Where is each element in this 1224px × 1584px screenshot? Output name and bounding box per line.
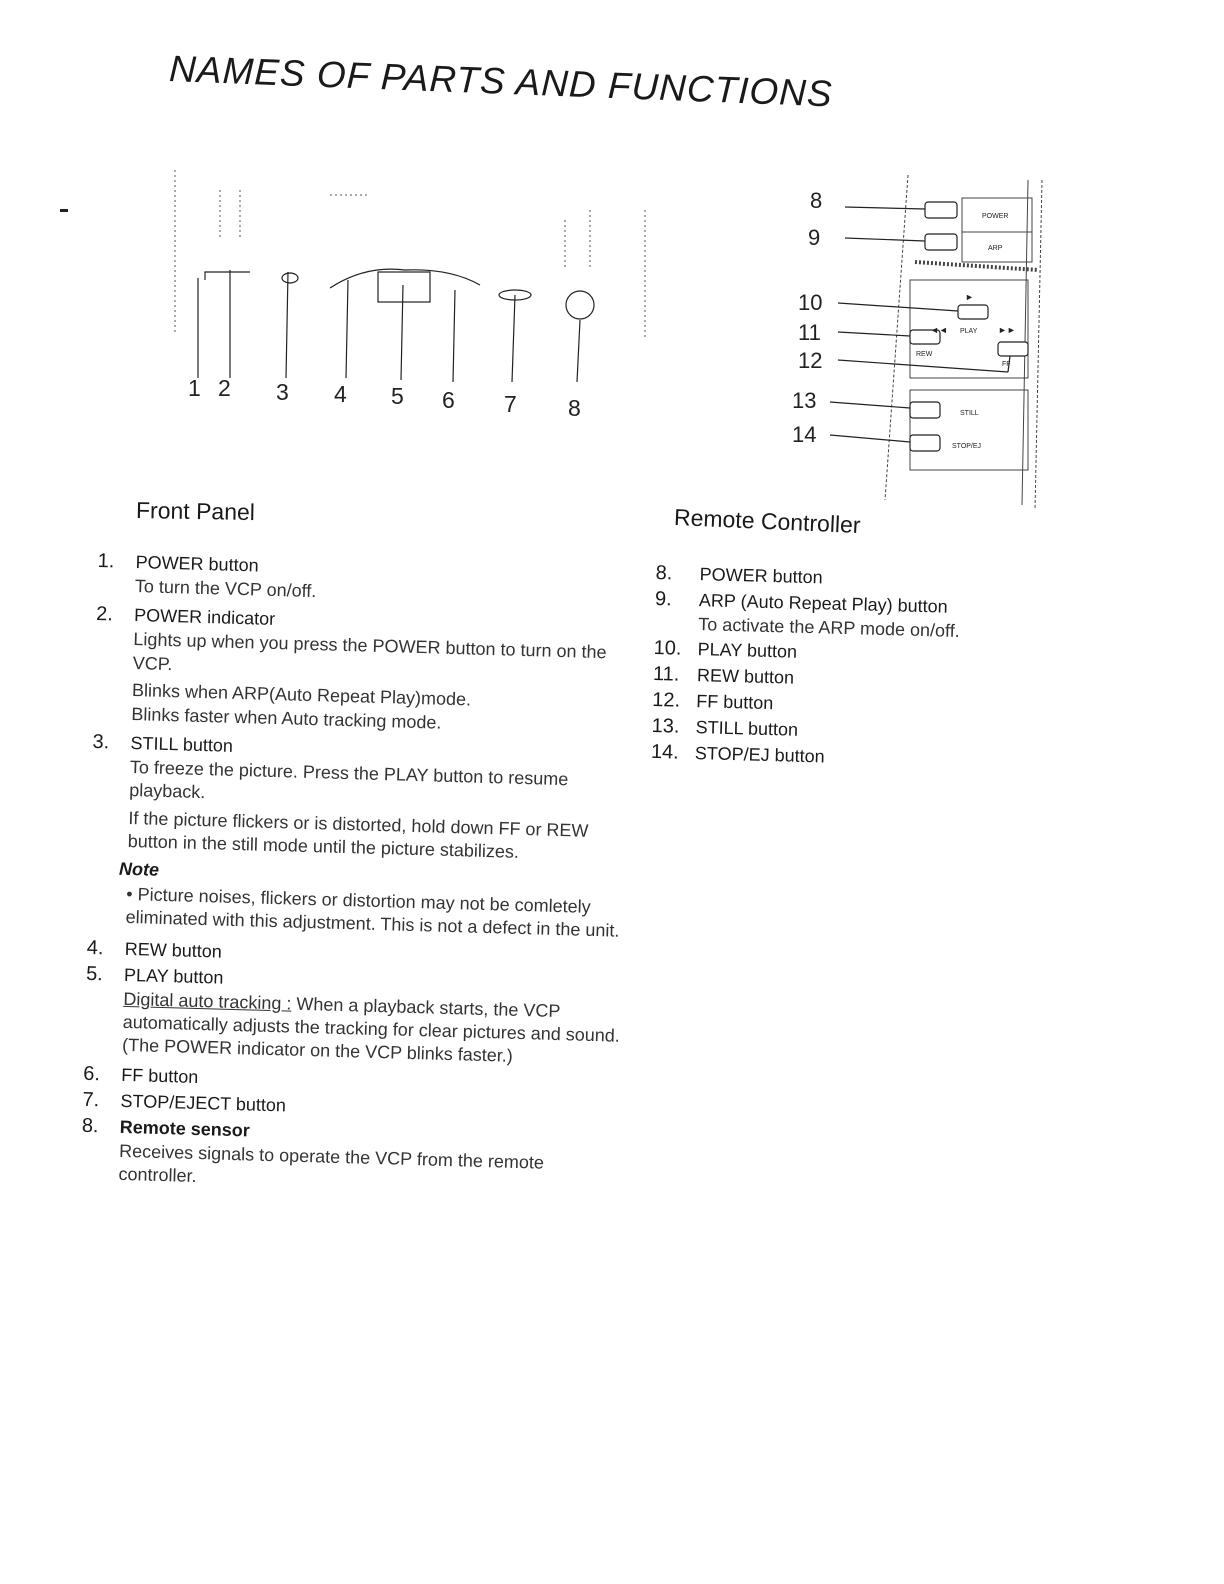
item-desc: To activate the ARP mode on/off.: [698, 614, 961, 641]
remote-label-arp: ARP: [988, 245, 1003, 252]
front-callout-3: 3: [276, 379, 289, 405]
item-desc: Lights up when you press the POWER button to turn on the VCP.: [132, 629, 607, 674]
digital-auto-tracking-label: Digital auto tracking :: [123, 988, 292, 1014]
item-number: 7.: [82, 1088, 100, 1112]
item-label: REW button: [124, 938, 223, 962]
item-label: POWER indicator: [133, 605, 276, 630]
remote-list: [651, 560, 1056, 776]
ff-arrow-icon: ►►: [998, 325, 1016, 335]
front-callout-2: 2: [218, 375, 231, 401]
item-label: STILL button: [130, 732, 234, 756]
item-number: 6.: [83, 1062, 101, 1086]
item-number: 3.: [92, 730, 110, 754]
item-number: 8.: [81, 1114, 99, 1138]
list-item: [84, 961, 626, 1072]
item-desc: Blinks when ARP(Auto Repeat Play)mode.: [131, 680, 472, 710]
front-callout-4: 4: [334, 381, 347, 407]
note-heading: Note: [118, 858, 160, 880]
item-label: STOP/EJ button: [694, 743, 825, 767]
item-desc: Receives signals to operate the VCP from the remote controller.: [118, 1140, 545, 1187]
item-label: REW button: [696, 665, 795, 689]
remote-callout-13: 13: [792, 388, 817, 413]
item-number: 4.: [86, 936, 104, 959]
note-bullet: • Picture noises, flickers or distortion may not be comletely eliminated with this adjustment. This is not a defect in the unit.: [125, 883, 620, 942]
front-panel-heading: Front Panel: [135, 496, 256, 526]
remote-callout-11: 11: [798, 320, 821, 345]
item-label: Remote sensor: [119, 1116, 251, 1141]
page-title: NAMES OF PARTS AND FUNCTIONS: [168, 48, 834, 115]
front-panel-list: [80, 548, 638, 1204]
margin-mark: [60, 209, 68, 212]
item-number: 1.: [97, 549, 115, 573]
remote-callout-8: 8: [810, 188, 823, 213]
remote-label-power: POWER: [982, 213, 1009, 220]
remote-label-rew: REW: [916, 351, 933, 358]
item-desc: To turn the VCP on/off.: [134, 576, 317, 602]
item-label: ARP (Auto Repeat Play) button: [698, 590, 948, 617]
remote-callout-10: 10: [798, 290, 823, 315]
front-callout-8: 8: [568, 395, 581, 421]
list-item: [80, 1113, 622, 1201]
item-number: 12.: [652, 689, 681, 713]
item-number: 11.: [652, 663, 680, 687]
item-label: STILL button: [695, 717, 799, 741]
remote-callout-14: 14: [792, 422, 817, 447]
item-number: 13.: [651, 715, 680, 739]
front-callout-7: 7: [504, 391, 517, 417]
list-item: [93, 601, 636, 740]
remote-diagram: [790, 150, 1050, 515]
item-label: FF button: [696, 691, 774, 714]
item-label: POWER button: [135, 552, 259, 576]
item-desc: Digital auto tracking : When a playback starts, the VCP automatically adjusts the tracking for clear pictures and sound.(The POWER indicator on the VCP blinks faster.): [121, 988, 621, 1067]
remote-label-ff: FF: [1002, 361, 1011, 368]
item-number: 10.: [653, 637, 682, 661]
remote-label-stop: STOP/EJ: [952, 443, 982, 450]
play-arrow-icon: ►: [965, 292, 974, 302]
item-label: STOP/EJECT button: [120, 1090, 287, 1116]
item-label: PLAY button: [123, 964, 224, 988]
item-number: 2.: [95, 603, 114, 626]
item-label: FF button: [121, 1064, 199, 1087]
item-desc: Blinks faster when Auto tracking mode.: [131, 703, 442, 733]
item-number: 5.: [85, 962, 104, 985]
item-label: PLAY button: [697, 639, 798, 663]
item-desc: To freeze the picture. Press the PLAY button to resume playback.: [128, 756, 569, 803]
item-number: 14.: [650, 741, 680, 765]
item-desc: If the picture flickers or is distorted, hold down FF or REW button in the still mode until the picture stabilizes.: [127, 807, 589, 862]
remote-callout-9: 9: [808, 225, 821, 250]
item-label: POWER button: [699, 564, 823, 588]
remote-callout-12: 12: [798, 348, 823, 373]
remote-heading: Remote Controller: [673, 503, 862, 539]
item-number: 8.: [655, 561, 673, 585]
item-number: 9.: [654, 587, 672, 611]
remote-label-play: PLAY: [960, 328, 978, 335]
rew-arrow-icon: ◄◄: [930, 325, 948, 335]
list-item: [87, 729, 632, 944]
front-callout-1: 1: [188, 375, 201, 401]
front-panel-diagram: [150, 160, 660, 430]
front-callout-5: 5: [391, 383, 404, 409]
front-callout-6: 6: [442, 387, 455, 413]
remote-label-still: STILL: [960, 410, 979, 417]
